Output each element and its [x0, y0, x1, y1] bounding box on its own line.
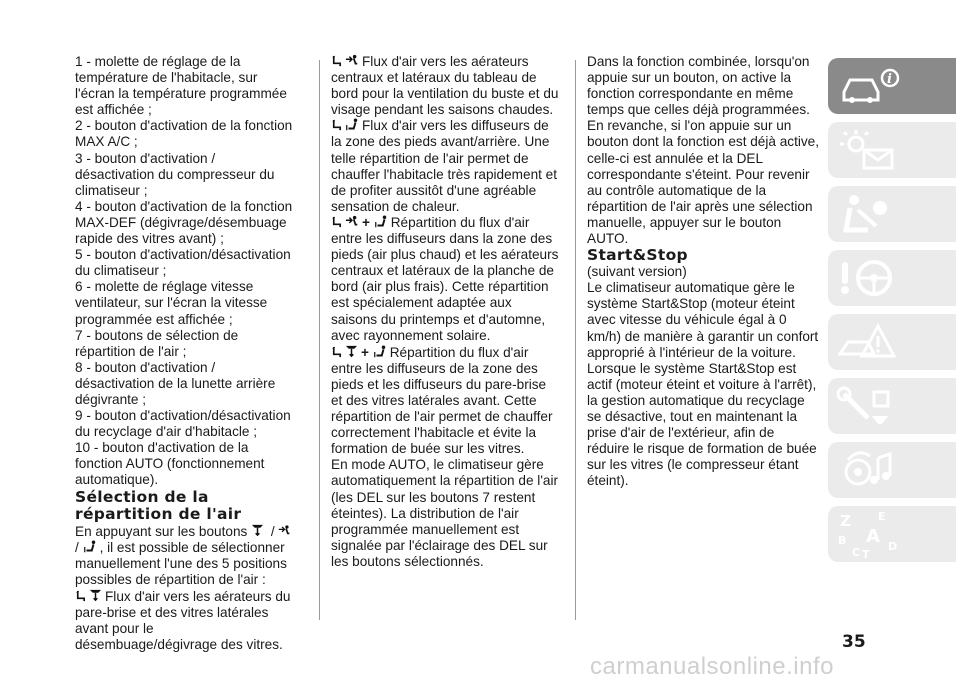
paragraph-flux-4 — [331, 215, 561, 344]
car-info-icon — [828, 58, 956, 114]
tab-driving[interactable] — [828, 250, 956, 306]
flux-2-text: Flux d'air vers les aérateurs centraux et latéraux du tableau de bord pour la ventilation du buste et du visage pendant les saisons chaudes. — [331, 54, 559, 118]
index-letter: E — [878, 510, 886, 523]
paragraph-flux-1 — [75, 588, 297, 653]
windshield-icon — [345, 344, 358, 359]
seat-icon — [331, 346, 342, 359]
tab-car-info[interactable] — [828, 58, 956, 114]
paragraph-flux-5 — [331, 344, 561, 458]
windshield-icon — [89, 588, 102, 603]
index-letter: B — [838, 534, 847, 547]
index-letter: Z — [840, 512, 851, 530]
paragraph-auto-mode: En mode AUTO, le climatiseur gère automatiquement la répartition de l'air (les DEL sur les boutons 7 restent éteintes). La distribution de l'air programmée manuellement est signalée par l'éclairage des DEL sur les boutons sélectionnés. — [331, 457, 559, 569]
lights-message-icon — [828, 122, 956, 178]
tab-safety[interactable] — [828, 186, 956, 242]
list-item: 8 - bouton d'activation / désactivation de la lunette arrière dégivrante ; — [75, 359, 276, 407]
feet-vent-icon — [83, 540, 97, 554]
index-letter: D — [888, 540, 898, 553]
paragraph-start-stop-1: Le climatiseur automatique gère le système Start&Stop (moteur éteint avec vitesse du véhicule égal à 0 km/h) de manière à garantir un confort approprié à l'intérieur de la voiture. — [587, 280, 819, 360]
tab-index[interactable] — [828, 506, 956, 562]
list-item: 10 - bouton d'activation de la fonction AUTO (fonctionnement automatique). — [75, 440, 265, 488]
service-wrench-icon — [828, 378, 956, 434]
section-heading-air-distribution: Sélection de la répartition de l'air — [75, 487, 242, 523]
list-item: 4 - bouton d'activation de la fonction MAX-DEF (dégivrage/désembuage rapide des vitres avant) ; — [75, 198, 293, 247]
tab-maintenance[interactable] — [828, 378, 956, 434]
seat-icon — [75, 590, 86, 603]
intro-text-c: , il est possible de sélectionner manuellement l'une des 5 positions possibles de répartition de l'air : — [75, 539, 287, 587]
feet-vent-icon — [373, 345, 387, 359]
list-item: 6 - molette de réglage vitesse ventilateur, sur l'écran la vitesse programmée est affichée ; — [75, 279, 268, 327]
flux-3-text: Flux d'air vers les diffuseurs de la zone des pieds avant/arrière. Une telle répartition de l'air permet de chauffer l'habitacle très rapidement et de profiter aussitôt d'une agréable sensation de chaleur. — [331, 118, 558, 214]
feet-vent-icon — [345, 118, 359, 132]
face-vent-icon — [345, 215, 359, 229]
section-heading-start-stop: Start&Stop — [587, 246, 688, 265]
intro-separator: / — [75, 539, 79, 555]
tab-lights-messages[interactable] — [828, 122, 956, 178]
chapter-tabs-sidebar — [828, 58, 956, 570]
flux-5-text: Répartition du flux d'air entre les diffuseurs de la zone des pieds et les diffuseurs du pare-brise et des vitres latérales avant. Cette répartition de l'air permet de chauffer correctement l'habitacle et évite la formation de buée sur les vitres. — [331, 344, 553, 457]
paragraph-flux-3 — [331, 118, 561, 215]
column-1 — [75, 54, 297, 653]
face-vent-icon — [345, 54, 359, 68]
list-item: 7 - boutons de sélection de répartition de l'air ; — [75, 327, 239, 359]
intro-text-a: En appuyant sur les boutons — [75, 523, 248, 539]
column-divider — [575, 60, 576, 620]
flux-1-text: Flux d'air vers les aérateurs du pare-brise et des vitres latérales avant pour le désembuage/dégivrage des vitres. — [75, 588, 291, 653]
multimedia-icon — [828, 442, 956, 498]
seat-icon — [331, 119, 342, 132]
svg-text:i: i — [887, 72, 892, 87]
plus-sign: + — [361, 344, 369, 360]
paragraph-combined-function: Dans la fonction combinée, lorsqu'on appuie sur un bouton, on active la fonction correspondante en même temps que celles déjà programmées. En revanche, si l'on appuie sur un bouton dont la fonction est déjà active, celle-ci est annulée et la DEL correspondante s'éteint. Pour revenir au contrôle automatique de la répartition de l'air après une sélection manuelle, appuyer sur le bouton AUTO. — [587, 54, 820, 247]
feet-vent-icon — [374, 215, 388, 229]
face-vent-icon — [278, 524, 291, 538]
watermark[interactable]: carmanualsonline.info — [590, 653, 834, 680]
tab-multimedia[interactable] — [828, 442, 956, 498]
plus-sign: + — [362, 214, 370, 230]
page-number: 35 — [842, 632, 866, 652]
crash-warning-icon — [828, 314, 956, 370]
tab-emergency[interactable] — [828, 314, 956, 370]
column-divider — [319, 60, 320, 620]
intro-separator: / — [267, 523, 279, 539]
list-item: 5 - bouton d'activation/désactivation du climatiseur ; — [75, 247, 291, 279]
index-letter: A — [866, 526, 880, 547]
list-item: 9 - bouton d'activation/désactivation du recyclage d'air d'habitacle ; — [75, 408, 291, 440]
seat-airbag-icon — [828, 186, 956, 242]
index-letter: C — [852, 546, 861, 559]
paragraph-flux-2 — [331, 54, 561, 118]
list-item: 3 - bouton d'activation / désactivation du compresseur du climatiseur ; — [75, 150, 275, 198]
seat-icon — [331, 216, 342, 229]
steering-wheel-icon — [828, 250, 956, 306]
list-item: 2 - bouton d'activation de la fonction MAX A/C ; — [75, 118, 293, 150]
column-2 — [331, 54, 561, 570]
column-3 — [587, 54, 819, 489]
list-item: 1 - molette de réglage de la température de l'habitacle, sur l'écran la température programmée est affichée ; — [75, 54, 287, 118]
version-note: (suivant version) — [587, 264, 687, 280]
windshield-icon — [251, 523, 264, 538]
paragraph-start-stop-2: Lorsque le système Start&Stop est actif (moteur éteint et voiture à l'arrêt), la gestion automatique du recyclage se désactive, tout en maintenant la prise d'air de l'extérieur, afin de réduire le risque de formation de buée sur les vitres (le compresseur étant éteint). — [587, 360, 817, 489]
paragraph-intro — [75, 523, 297, 588]
index-alphabet-icon — [828, 506, 956, 562]
flux-4-text: Répartition du flux d'air entre les diffuseurs dans la zone des pieds (air plus chaud) et les aérateurs centraux et latéraux de la planche de bord (air plus frais). Cette répartition est spécialement adaptée aux saisons du printemps et d'automne, avec rayonnement solaire. — [331, 214, 559, 343]
seat-icon — [331, 55, 342, 68]
index-letter: T — [862, 548, 870, 561]
